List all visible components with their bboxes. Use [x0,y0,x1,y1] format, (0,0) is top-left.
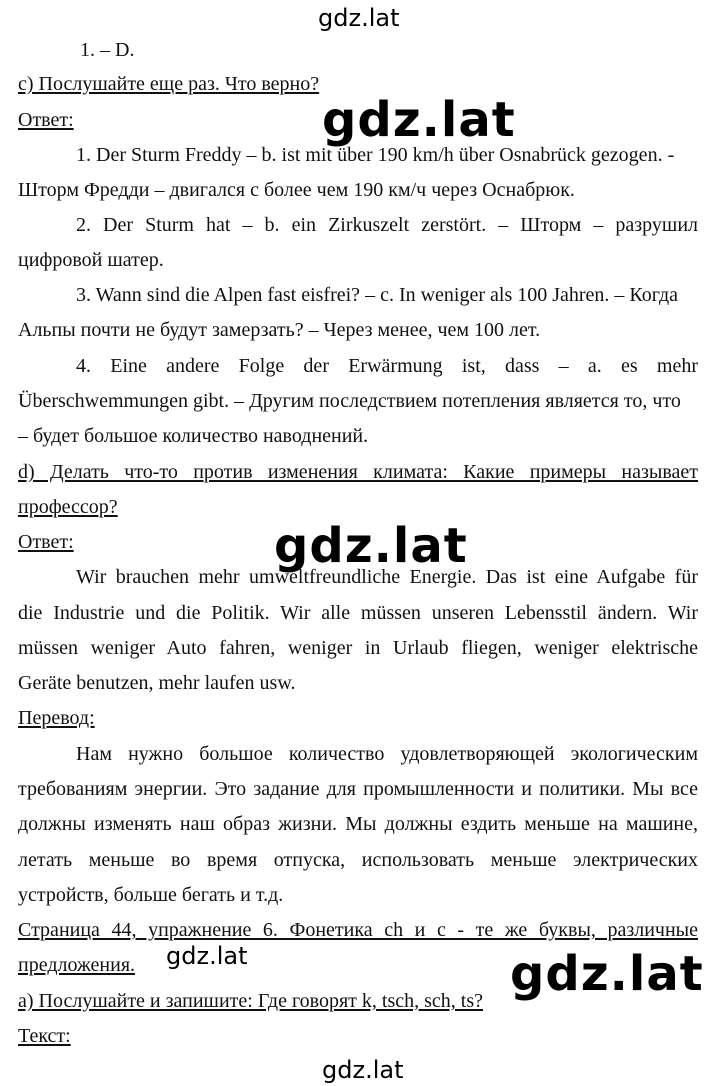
translation-label: Перевод: [18,707,95,729]
watermark-large: gdz.lat [274,518,468,574]
watermark-large: gdz.lat [510,946,704,1002]
text-label: Текст: [18,1025,71,1047]
translation-text: требованиям энергии. Это задание для промышленности и политики. Мы все [18,778,698,800]
exercise-heading-cont: предложения. [18,954,136,976]
answer-text: müssen weniger Auto fahren, weniger in Urlaub fliegen, weniger elektrische [18,637,698,659]
watermark-inline: gdz.lat [166,942,248,970]
translation-text: летать меньше во время отпуска, использовать меньше электрических [18,849,698,871]
translation-text: устройств, больше бегать и т.д. [18,884,284,906]
answer-item-1-translation: Шторм Фредди – двигался с более чем 190 км/ч через Оснабрюк. [18,179,575,201]
answer-item-3-cont: Альпы почти не будут замерзать? – Через менее, чем 100 лет. [18,319,541,341]
answer-item-4: 4. Eine andere Folge der Erwärmung ist, dass – a. es mehr [76,355,698,377]
exercise-heading: Страница 44, упражнение 6. Фонетика ch и c - те же буквы, различные [18,919,698,941]
translation-text: Нам нужно большое количество удовлетворяющей экологическим [76,743,698,765]
translation-text: должны изменять наш образ жизни. Мы должны ездить меньше на машине, [18,813,698,835]
answer-text: die Industrie und die Politik. Wir alle müssen unseren Lebensstil ändern. Wir [18,602,698,624]
answer-label: Ответ: [18,531,74,553]
answer-item-4-cont2: – будет большое количество наводнений. [18,425,369,447]
answer-item-2: 2. Der Sturm hat – b. ein Zirkuszelt zerstört. – Шторм – разрушил [76,214,698,236]
answer-item-4-cont: Überschwemmungen gibt. – Другим последствием потепления является то, что [18,390,681,412]
watermark-large: gdz.lat [322,92,516,148]
watermark-top: gdz.lat [318,4,400,32]
answer-text: Wir brauchen mehr umweltfreundliche Energie. Das ist eine Aufgabe für [76,566,698,588]
answer-label: Ответ: [18,109,74,131]
exercise-task-a: a) Послушайте и запишите: Где говорят k, tsch, sch, ts? [18,990,483,1012]
watermark-bottom: gdz.lat [322,1056,404,1084]
section-heading-d-cont: профессор? [18,496,118,518]
answer-item-2-cont: цифровой шатер. [18,249,164,271]
section-heading-c: c) Послушайте еще раз. Что верно? [18,73,320,95]
answer-text: Geräte benutzen, mehr laufen usw. [18,672,296,694]
answer-line: 1. – D. [80,39,135,61]
answer-item-3: 3. Wann sind die Alpen fast eisfrei? – c. In weniger als 100 Jahren. – Когда [76,284,679,306]
answer-item-1: 1. Der Sturm Freddy – b. ist mit über 190 km/h über Osnabrück gezogen. - [76,144,675,166]
section-heading-d: d) Делать что-то против изменения климата: Какие примеры называет [18,461,698,483]
